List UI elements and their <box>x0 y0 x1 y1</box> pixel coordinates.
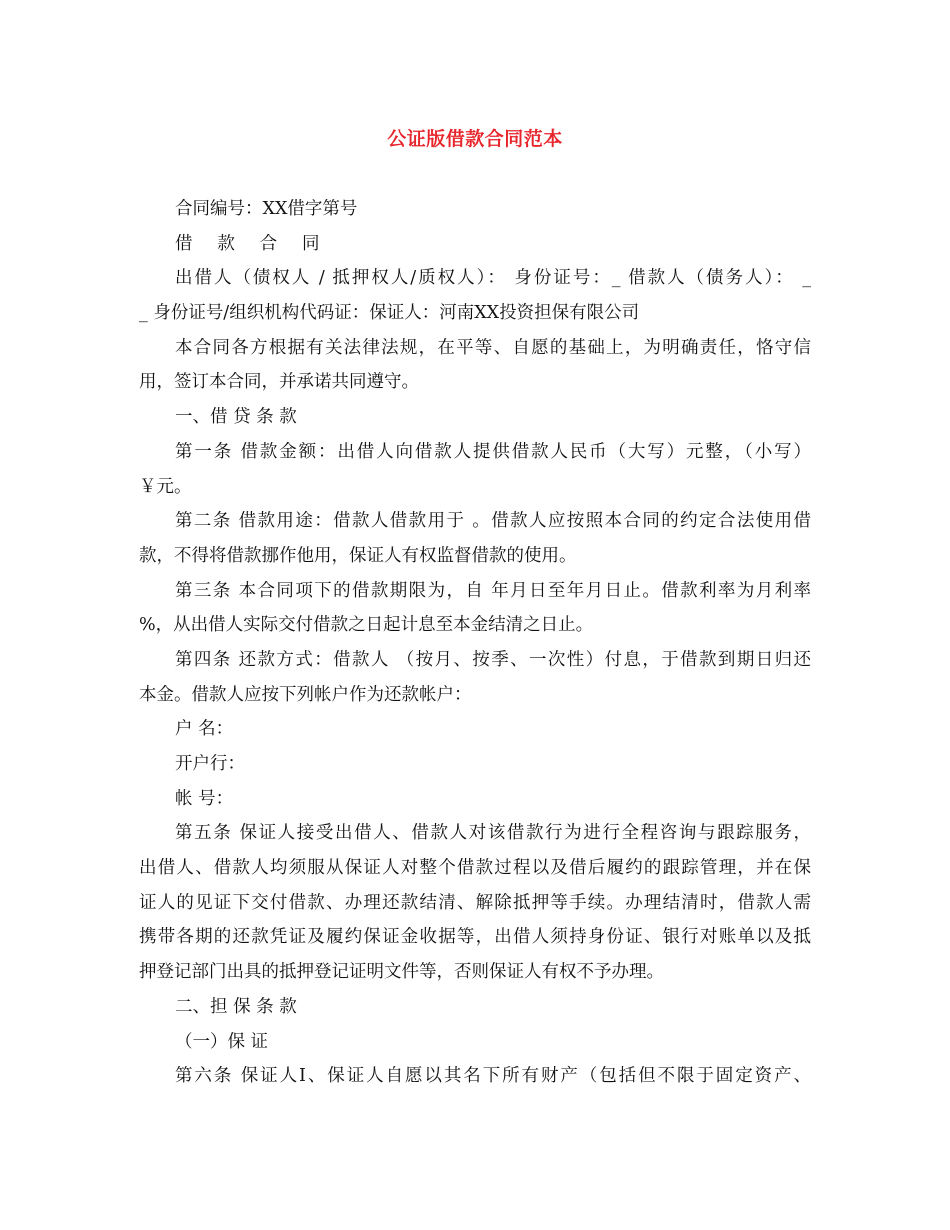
article-6-line-1: 第六条 保证人Ⅰ、保证人自愿以其名下所有财产（包括但不限于固定资产、 <box>175 1066 811 1087</box>
section-heading-guarantee-terms: 二、担 保 条 款 <box>175 996 297 1017</box>
account-number-line: 帐 号： <box>175 788 234 809</box>
article-3-line-1: 第三条 本合同项下的借款期限为，自 年月日至年月日止。借款利率为月利率 <box>175 580 811 601</box>
account-name-line: 户 名： <box>175 719 234 740</box>
contract-heading: 借 款 合 同 <box>175 233 330 254</box>
section-heading-loan-terms: 一、借 贷 条 款 <box>175 407 297 428</box>
article-5-line-1: 第五条 保证人接受出借人、借款人对该借款行为进行全程咨询与跟踪服务， <box>175 823 811 844</box>
contract-number-line: 合同编号：XX借字第号 <box>175 199 358 219</box>
article-2-line-2: 款，不得将借款挪作他用，保证人有权监督借款的使用。 <box>139 545 577 566</box>
article-5-line-5: 押登记部门出具的抵押登记证明文件等，否则保证人有权不予办理。 <box>139 962 664 983</box>
parties-line-1: 出借人（债权人 / 抵押权人/质权人）： 身份证号：_ 借款人（债务人）： _ <box>175 268 811 289</box>
preamble-line-1: 本合同各方根据有关法律法规，在平等、自愿的基础上，为明确责任，恪守信 <box>175 337 811 358</box>
article-4-line-2: 本金。借款人应按下列帐户作为还款帐户： <box>139 684 472 705</box>
article-5-line-3: 证人的见证下交付借款、办理还款结清、解除抵押等手续。办理结清时，借款人需 <box>139 892 811 913</box>
article-5-line-2: 出借人、借款人均须服从保证人对整个借款过程以及借后履约的跟踪管理，并在保 <box>139 858 811 879</box>
article-5-line-4: 携带各期的还款凭证及履约保证金收据等，出借人须持身份证、银行对账单以及抵 <box>139 927 811 948</box>
article-2-line-1: 第二条 借款用途：借款人借款用于 。借款人应按照本合同的约定合法使用借 <box>175 511 811 532</box>
preamble-line-2: 用，签订本合同，并承诺共同遵守。 <box>139 372 419 393</box>
document-title: 公证版借款合同范本 <box>387 128 563 150</box>
account-bank-line: 开户行： <box>175 754 245 774</box>
subsection-heading-guarantee: （一）保 证 <box>175 1031 269 1052</box>
article-4-line-1: 第四条 还款方式：借款人 （按月、按季、一次性）付息，于借款到期日归还 <box>175 649 811 670</box>
article-3-line-2: %，从出借人实际交付借款之日起计息至本金结清之日止。 <box>139 615 594 636</box>
document-body <box>139 192 811 1094</box>
parties-line-2: _ 身份证号/组织机构代码证：保证人：河南XX投资担保有限公司 <box>139 303 640 324</box>
article-1-line-1: 第一条 借款金额：出借人向借款人提供借款人民币（大写）元整，（小写） <box>175 441 811 462</box>
article-1-line-2: ￥元。 <box>139 476 192 497</box>
